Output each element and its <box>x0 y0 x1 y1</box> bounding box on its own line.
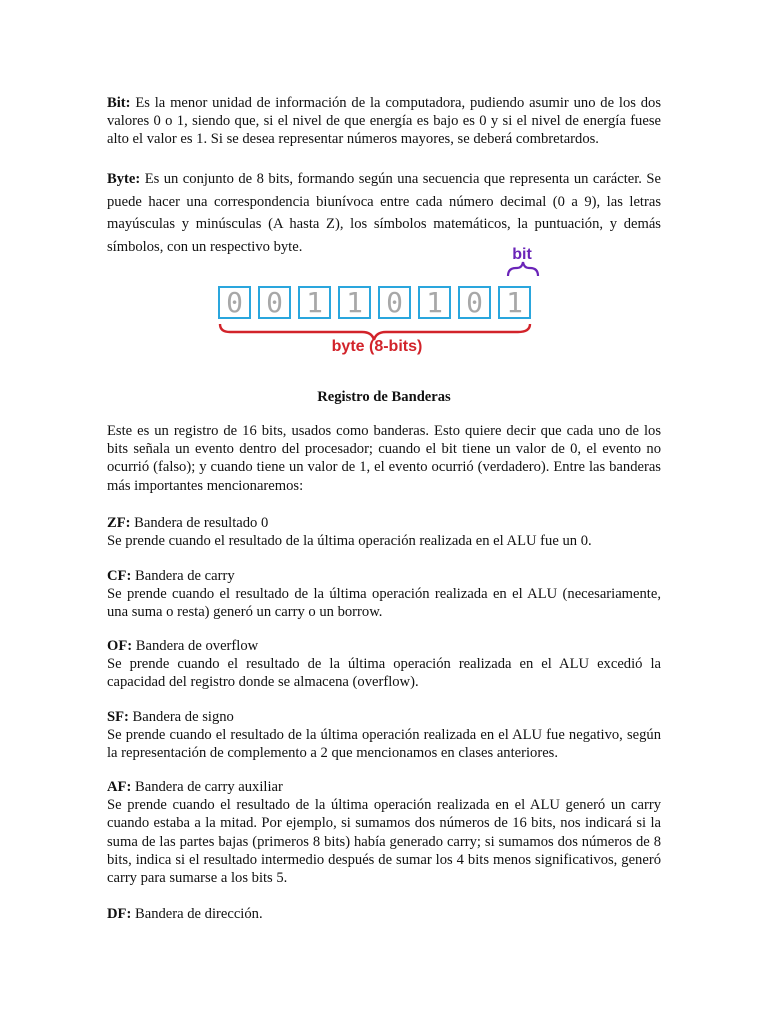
bit-cell-2: 1 <box>298 286 331 319</box>
flag-sf-code: SF: <box>107 709 129 725</box>
flag-zf-desc: Se prende cuando el resultado de la última operación realizada en el ALU fue un 0. <box>107 533 592 550</box>
intro-paragraph: Este es un registro de 16 bits, usados como banderas. Esto quiere decir que cada uno de los bits señala un evento dentro del procesador; cuando el bit tiene un valor de 0, el evento no ocurrió (falso); y cuando tiene un valor de 1, el evento ocurrió (verdadero). Entre las banderas más importantes mencionaremos: <box>107 423 661 494</box>
bit-cell-7: 1 <box>498 286 531 319</box>
flag-of <box>107 637 661 692</box>
bit-cell-6: 0 <box>458 286 491 319</box>
flag-df <box>107 905 661 923</box>
bit-definition-text: Es la menor unidad de información de la computadora, pudiendo asumir uno de los dos valores 0 o 1, siendo que, si el nivel de que energía es bajo es 0 y si el nivel de energía fuese alto el valor es 1. Si se desea representar números mayores, se deberá combretardos. <box>107 95 661 148</box>
flag-cf <box>107 567 661 622</box>
bit-term: Bit: <box>107 95 131 111</box>
flag-df-name: Bandera de dirección. <box>131 906 263 922</box>
flag-sf-desc: Se prende cuando el resultado de la última operación realizada en el ALU fue negativo, según la representación de complemento a 2 que mencionamos en clases anteriores. <box>107 727 661 762</box>
section-title: Registro de Banderas <box>317 389 451 405</box>
byte-diagram <box>212 246 542 364</box>
flag-sf <box>107 708 661 763</box>
flag-cf-code: CF: <box>107 568 132 584</box>
byte-definition <box>107 168 661 258</box>
flag-af <box>107 778 661 887</box>
flag-zf-name: Bandera de resultado 0 <box>130 515 269 531</box>
flag-af-desc: Se prende cuando el resultado de la última operación realizada en el ALU generó un carry cuando estaba a la mitad. Por ejemplo, si sumamos dos números de 16 bits, nos indicará si la suma de las partes bajas (primeros 8 bits) había generado carry; si sumamos dos números de 8 bits, indica si el resultado intermedio después de sumar los 4 bits menos significativos, generó carry para sumarse a los bits 5. <box>107 797 661 887</box>
bit-cell-4: 0 <box>378 286 411 319</box>
flag-of-desc: Se prende cuando el resultado de la última operación realizada en el ALU excedió la capacidad del registro donde se almacena (overflow). <box>107 656 661 691</box>
bit-label: bit <box>512 246 532 263</box>
flag-af-name: Bandera de carry auxiliar <box>131 779 283 795</box>
bit-brace <box>508 262 538 276</box>
byte-term: Byte: <box>107 171 141 187</box>
flag-cf-desc: Se prende cuando el resultado de la última operación realizada en el ALU (necesariamente, una suma o resta) generó un carry o un borrow. <box>107 586 661 621</box>
flag-of-code: OF: <box>107 638 133 654</box>
flag-cf-name: Bandera de carry <box>131 568 235 584</box>
flag-zf-code: ZF: <box>107 515 131 531</box>
bit-cell-5: 1 <box>418 286 451 319</box>
flag-of-name: Bandera de overflow <box>132 638 259 654</box>
bit-definition <box>107 94 661 149</box>
bit-cells-row <box>218 286 532 322</box>
bit-cell-1: 0 <box>258 286 291 319</box>
bit-cell-3: 1 <box>338 286 371 319</box>
flag-zf <box>107 514 661 550</box>
byte-label: byte (8-bits) <box>331 338 423 355</box>
flag-sf-name: Bandera de signo <box>128 709 234 725</box>
flag-df-code: DF: <box>107 906 132 922</box>
flag-af-code: AF: <box>107 779 132 795</box>
byte-definition-text: Es un conjunto de 8 bits, formando según una secuencia que representa un carácter. Se puede hacer una correspondencia biunívoca entre cada número decimal (0 a 9), las letras mayúsculas y minúsculas (A hasta Z), los símbolos matemáticos, la puntuación, y demás símbolos, con un respectivo byte. <box>107 171 661 255</box>
bit-cell-0: 0 <box>218 286 251 319</box>
